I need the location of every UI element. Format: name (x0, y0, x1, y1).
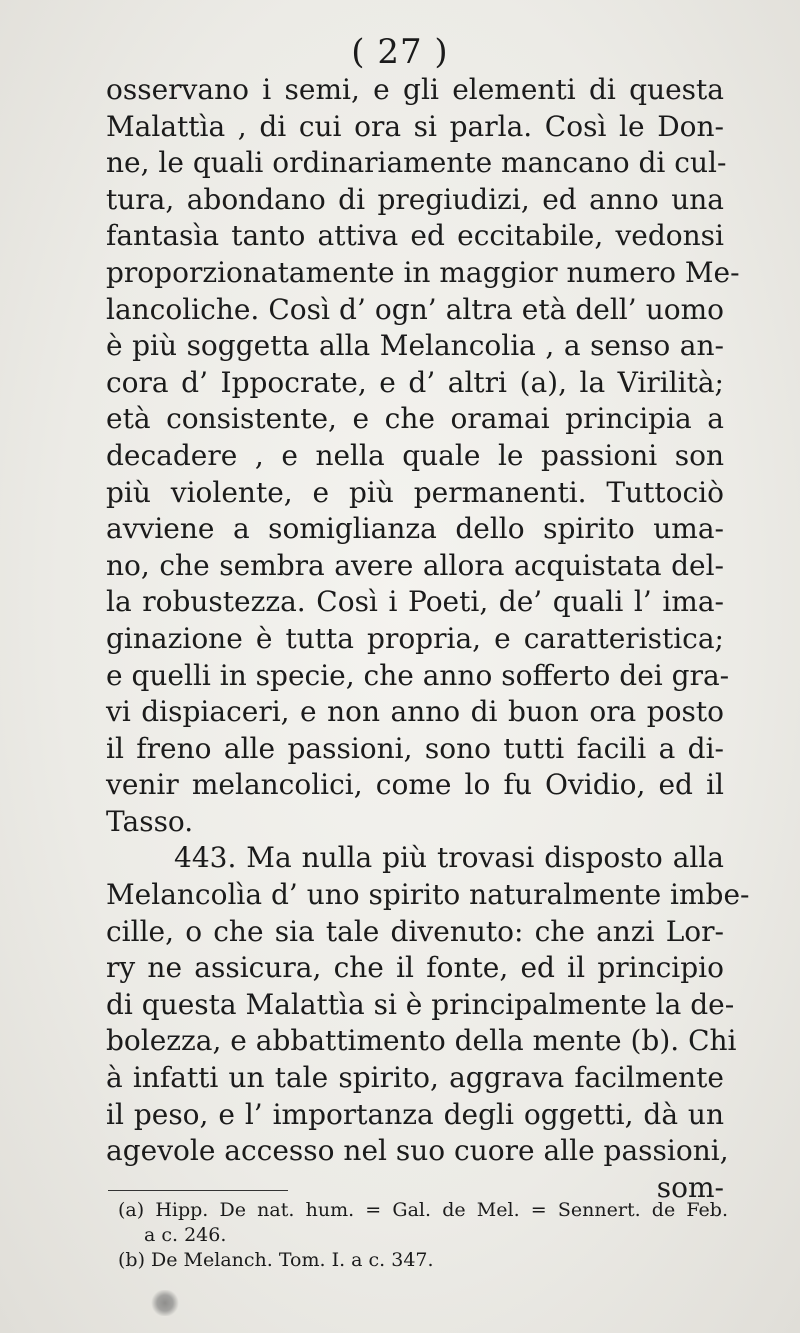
paragraph-start-line: 443. Ma nulla più trovasi disposto alla (174, 841, 724, 875)
text-line: ry ne assicura, che il fonte, ed il principio (106, 951, 724, 985)
text-line: no, che sembra avere allora acquistata del- (106, 548, 724, 582)
text-line: e quelli in specie, che anno sofferto dei gra- (106, 658, 730, 692)
catchword: som- (656, 1170, 724, 1204)
text-line: è più soggetta alla Melancolia , a senso an- (106, 329, 724, 363)
text-line: la robustezza. Così i Poeti, de’ quali l’ ima- (106, 585, 724, 619)
text-line: à infatti un tale spirito, aggrava facilmente (106, 1061, 724, 1095)
text-line: fantasìa tanto attiva ed eccitabile, vedonsi (106, 219, 724, 253)
text-line: agevole accesso nel suo cuore alle passioni, (106, 1134, 729, 1168)
body-text (106, 72, 750, 1206)
text-line: lancoliche. Così d’ ogn’ altra età dell’ uomo (106, 292, 724, 326)
text-line: proporzionatamente in maggior numero Me- (106, 255, 740, 289)
footnote-rule (108, 1190, 288, 1191)
text-line: vi dispiaceri, e non anno di buon ora posto (106, 695, 724, 729)
footnote-a-continuation: a c. 246. (144, 1224, 227, 1246)
text-line: tura, abondano di pregiudizi, ed anno una (106, 182, 724, 216)
text-line: ne, le quali ordinariamente mancano di cul- (106, 146, 727, 180)
text-line: più violente, e più permanenti. Tuttociò (106, 475, 724, 509)
page-number-header: ( 27 ) (351, 32, 449, 72)
text-line: avviene a somiglianza dello spirito uma- (106, 512, 724, 546)
text-line: bolezza, e abbattimento della mente (b). Chi (106, 1024, 737, 1058)
footnote-b: (b) De Melanch. Tom. I. a c. 347. (118, 1249, 434, 1271)
text-line: Malattìa , di cui ora si parla. Così le Don- (106, 109, 724, 143)
text-line: di questa Malattìa si è principalmente la de- (106, 987, 735, 1021)
text-line: ginazione è tutta propria, e caratteristica; (106, 621, 724, 655)
footnotes (118, 1198, 728, 1273)
text-line: Melancolìa d’ uno spirito naturalmente imbe- (106, 878, 750, 912)
text-line: venir melancolici, come lo fu Ovidio, ed il (106, 768, 724, 802)
text-line: Tasso. (106, 804, 194, 838)
text-line: cille, o che sia tale divenuto: che anzi Lor- (106, 914, 724, 948)
ink-smudge (150, 1290, 180, 1316)
text-line: età consistente, e che oramai principia a (106, 402, 724, 436)
text-line: decadere , e nella quale le passioni son (106, 438, 724, 472)
text-line: osservano i semi, e gli elementi di questa (106, 73, 724, 106)
text-line: cora d’ Ippocrate, e d’ altri (a), la Virilità; (106, 365, 724, 399)
text-line: il freno alle passioni, sono tutti facili a di- (106, 731, 724, 765)
footnote-a: (a) Hipp. De nat. hum. = Gal. de Mel. = Sennert. de Feb. (118, 1199, 728, 1221)
text-line: il peso, e l’ importanza degli oggetti, dà un (106, 1097, 724, 1131)
